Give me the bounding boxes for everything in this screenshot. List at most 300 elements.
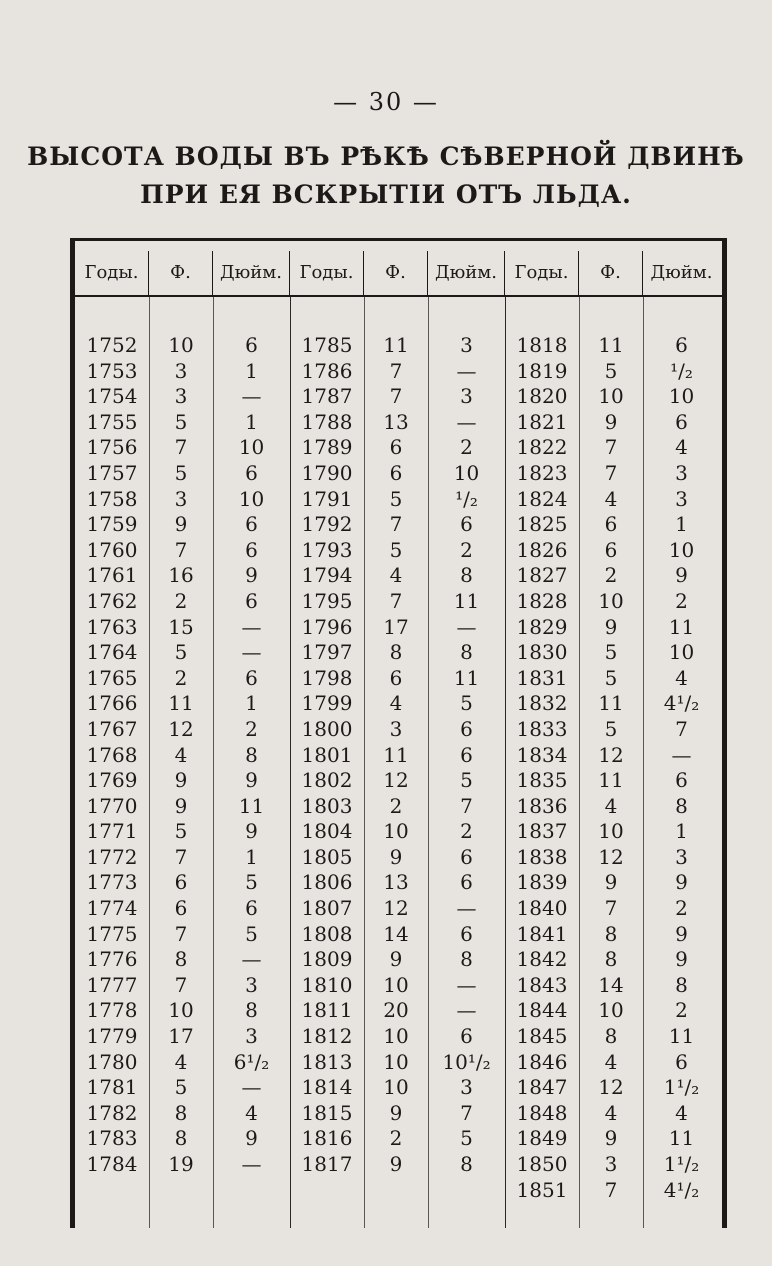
year-cell: 1794: [301, 563, 353, 588]
table-row: [505, 538, 720, 564]
table-row: [290, 1152, 505, 1178]
year-cell: 1766: [86, 691, 138, 716]
year-cell: 1801: [301, 742, 353, 767]
inches-cell: 6: [675, 768, 688, 793]
year-cell: 1808: [301, 921, 353, 946]
inches-cell: 6: [245, 537, 258, 562]
table-row: [290, 410, 505, 436]
inches-cell: 5: [245, 921, 258, 946]
feet-cell: 5: [174, 819, 188, 844]
feet-cell: 10: [598, 998, 624, 1023]
inches-cell: 9: [245, 563, 258, 588]
table-row: [75, 819, 290, 845]
table-row: [505, 743, 720, 769]
table-row: [75, 615, 290, 641]
table-row: [75, 461, 290, 487]
year-cell: 1842: [516, 947, 568, 972]
inches-cell: 2: [460, 537, 473, 562]
table-row: [505, 768, 720, 794]
inches-cell: 8: [460, 640, 473, 665]
table-row: [290, 1024, 505, 1050]
feet-cell: 3: [174, 358, 188, 383]
feet-cell: 5: [604, 358, 618, 383]
feet-cell: 4: [604, 486, 618, 511]
feet-cell: 14: [598, 972, 624, 997]
inches-cell: 3: [460, 384, 473, 409]
inches-cell: —: [456, 896, 477, 921]
table-title-line-2: ПРИ ЕЯ ВСКРЫТІИ ОТЪ ЛЬДА.: [140, 180, 632, 209]
feet-cell: 11: [598, 691, 624, 716]
column-group-1: [75, 333, 290, 1203]
feet-cell: 6: [389, 665, 403, 690]
year-cell: 1810: [301, 972, 353, 997]
year-cell: 1778: [86, 998, 138, 1023]
inches-cell: 6: [460, 921, 473, 946]
table-row: [505, 845, 720, 871]
feet-cell: 16: [168, 563, 194, 588]
feet-cell: 8: [604, 1024, 618, 1049]
year-cell: 1785: [301, 333, 353, 357]
inches-cell: 6: [460, 870, 473, 895]
feet-cell: 4: [389, 691, 403, 716]
feet-cell: 2: [174, 588, 188, 613]
inches-cell: 11: [238, 793, 265, 818]
table-row: [505, 922, 720, 948]
inches-cell: 6: [460, 844, 473, 869]
inches-cell: 10: [238, 435, 265, 460]
inches-cell: —: [456, 972, 477, 997]
year-cell: 1826: [516, 537, 568, 562]
inches-cell: 1: [245, 409, 258, 434]
inches-cell: 4: [245, 1100, 258, 1125]
feet-cell: 6: [389, 460, 403, 485]
table-row: [75, 973, 290, 999]
table-row: [290, 870, 505, 896]
feet-cell: 9: [604, 870, 618, 895]
table-row: [290, 589, 505, 615]
year-cell: 1833: [516, 716, 568, 741]
table-row: [75, 794, 290, 820]
year-cell: 1770: [86, 793, 138, 818]
year-cell: 1762: [86, 588, 138, 613]
table-row: [505, 947, 720, 973]
table-row: [290, 538, 505, 564]
table-row: [290, 973, 505, 999]
table-row: [290, 487, 505, 513]
year-cell: 1782: [86, 1100, 138, 1125]
column-group-2: [290, 333, 505, 1203]
table-row: [290, 768, 505, 794]
year-cell: 1797: [301, 640, 353, 665]
inches-cell: 9: [245, 819, 258, 844]
table-row: [75, 870, 290, 896]
inches-cell: 11: [668, 1024, 695, 1049]
year-cell: 1777: [86, 972, 138, 997]
year-cell: 1780: [86, 1049, 138, 1074]
inches-cell: 6: [675, 1049, 688, 1074]
year-cell: 1848: [516, 1100, 568, 1125]
inches-cell: 2: [460, 435, 473, 460]
year-cell: 1823: [516, 460, 568, 485]
feet-cell: 5: [174, 1075, 188, 1100]
table-row: [290, 998, 505, 1024]
inches-cell: 3: [460, 1075, 473, 1100]
table-row: [75, 512, 290, 538]
inches-cell: 2: [460, 819, 473, 844]
year-cell: 1764: [86, 640, 138, 665]
year-cell: 1788: [301, 409, 353, 434]
feet-cell: 3: [604, 1152, 618, 1176]
inches-cell: 9: [675, 947, 688, 972]
inches-cell: 6: [245, 588, 258, 613]
year-cell: 1844: [516, 998, 568, 1023]
inches-cell: 8: [460, 1152, 473, 1176]
year-cell: 1789: [301, 435, 353, 460]
feet-cell: 5: [174, 409, 188, 434]
feet-cell: 9: [604, 409, 618, 434]
year-cell: 1828: [516, 588, 568, 613]
year-cell: 1815: [301, 1100, 353, 1125]
inches-cell: 2: [675, 896, 688, 921]
inches-cell: 2: [245, 716, 258, 741]
feet-cell: 9: [389, 844, 403, 869]
table-body: [75, 333, 722, 1203]
header-inches-1: Дюйм.: [213, 251, 290, 295]
table-row: [505, 666, 720, 692]
feet-cell: 7: [389, 358, 403, 383]
feet-cell: 3: [174, 486, 188, 511]
year-cell: 1829: [516, 614, 568, 639]
feet-cell: 7: [174, 972, 188, 997]
feet-cell: 6: [389, 435, 403, 460]
year-cell: 1773: [86, 870, 138, 895]
header-years-1: Годы.: [75, 251, 149, 295]
inches-cell: —: [456, 614, 477, 639]
table-row: [505, 563, 720, 589]
table-row: [75, 538, 290, 564]
year-cell: 1821: [516, 409, 568, 434]
table-row: [505, 359, 720, 385]
table-row: [75, 384, 290, 410]
inches-cell: —: [456, 409, 477, 434]
year-cell: 1760: [86, 537, 138, 562]
table-header-row: [75, 251, 722, 297]
table-row: [75, 435, 290, 461]
year-cell: 1824: [516, 486, 568, 511]
feet-cell: 12: [383, 768, 409, 793]
year-cell: 1781: [86, 1075, 138, 1100]
year-cell: 1791: [301, 486, 353, 511]
inches-cell: 6¹/₂: [233, 1049, 270, 1074]
feet-cell: 13: [383, 870, 409, 895]
table-row: [75, 1050, 290, 1076]
table-row: [75, 563, 290, 589]
inches-cell: 8: [675, 793, 688, 818]
year-cell: 1769: [86, 768, 138, 793]
water-level-table: [70, 238, 727, 1228]
inches-cell: 5: [245, 870, 258, 895]
year-cell: 1835: [516, 768, 568, 793]
table-row: [505, 640, 720, 666]
header-feet-1: Ф.: [149, 251, 213, 295]
inches-cell: 11: [668, 614, 695, 639]
year-cell: 1836: [516, 793, 568, 818]
table-row: [75, 666, 290, 692]
year-cell: 1849: [516, 1126, 568, 1151]
year-cell: 1800: [301, 716, 353, 741]
inches-cell: 6: [460, 1024, 473, 1049]
feet-cell: 4: [604, 1049, 618, 1074]
year-cell: 1816: [301, 1126, 353, 1151]
inches-cell: 1: [675, 512, 688, 537]
feet-cell: 8: [174, 1100, 188, 1125]
year-cell: 1793: [301, 537, 353, 562]
inches-cell: —: [671, 742, 692, 767]
table-row: [290, 333, 505, 359]
table-row: [505, 615, 720, 641]
table-row: [290, 845, 505, 871]
table-row: [290, 359, 505, 385]
table-row: [75, 922, 290, 948]
feet-cell: 9: [389, 947, 403, 972]
table-row: [75, 896, 290, 922]
inches-cell: 5: [460, 768, 473, 793]
header-years-3: Годы.: [505, 251, 579, 295]
year-cell: 1831: [516, 665, 568, 690]
year-cell: 1803: [301, 793, 353, 818]
feet-cell: 6: [174, 870, 188, 895]
feet-cell: 11: [383, 742, 409, 767]
feet-cell: 7: [604, 435, 618, 460]
feet-cell: 2: [389, 1126, 403, 1151]
year-cell: 1799: [301, 691, 353, 716]
inches-cell: 6: [245, 665, 258, 690]
feet-cell: 10: [598, 819, 624, 844]
year-cell: 1839: [516, 870, 568, 895]
inches-cell: 5: [460, 1126, 473, 1151]
feet-cell: 12: [598, 1075, 624, 1100]
table-row: [505, 717, 720, 743]
feet-cell: 12: [598, 742, 624, 767]
year-cell: 1768: [86, 742, 138, 767]
table-row: [75, 589, 290, 615]
feet-cell: 4: [389, 563, 403, 588]
year-cell: 1820: [516, 384, 568, 409]
year-cell: 1838: [516, 844, 568, 869]
table-row: [75, 1101, 290, 1127]
inches-cell: —: [456, 998, 477, 1023]
year-cell: 1802: [301, 768, 353, 793]
year-cell: 1757: [86, 460, 138, 485]
feet-cell: 10: [598, 588, 624, 613]
inches-cell: 6: [245, 896, 258, 921]
inches-cell: —: [241, 947, 262, 972]
feet-cell: 10: [598, 384, 624, 409]
table-row: [290, 1126, 505, 1152]
feet-cell: 7: [604, 896, 618, 921]
feet-cell: 7: [389, 384, 403, 409]
year-cell: 1804: [301, 819, 353, 844]
year-cell: 1784: [86, 1152, 138, 1176]
inches-cell: 6: [460, 716, 473, 741]
year-cell: 1776: [86, 947, 138, 972]
feet-cell: 10: [383, 819, 409, 844]
inches-cell: 8: [245, 998, 258, 1023]
year-cell: 1779: [86, 1024, 138, 1049]
year-cell: 1825: [516, 512, 568, 537]
inches-cell: 2: [675, 588, 688, 613]
table-row: [75, 1075, 290, 1101]
year-cell: 1814: [301, 1075, 353, 1100]
feet-cell: 5: [389, 486, 403, 511]
feet-cell: 9: [389, 1100, 403, 1125]
feet-cell: 5: [389, 537, 403, 562]
year-cell: 1809: [301, 947, 353, 972]
table-row: [505, 512, 720, 538]
table-row: [290, 743, 505, 769]
table-row: [75, 333, 290, 359]
table-row: [505, 589, 720, 615]
feet-cell: 8: [174, 947, 188, 972]
table-row: [290, 563, 505, 589]
year-cell: 1822: [516, 435, 568, 460]
inches-cell: 6: [245, 512, 258, 537]
inches-cell: 3: [675, 844, 688, 869]
table-row: [75, 691, 290, 717]
table-row: [290, 922, 505, 948]
table-row: [75, 998, 290, 1024]
feet-cell: 6: [604, 537, 618, 562]
year-cell: 1754: [86, 384, 138, 409]
inches-cell: —: [241, 614, 262, 639]
table-row: [505, 435, 720, 461]
header-inches-3: Дюйм.: [650, 262, 713, 283]
year-cell: 1819: [516, 358, 568, 383]
feet-cell: 8: [604, 947, 618, 972]
inches-cell: 6: [675, 409, 688, 434]
inches-cell: —: [241, 384, 262, 409]
feet-cell: 10: [168, 998, 194, 1023]
table-row: [290, 819, 505, 845]
table-row: [290, 1101, 505, 1127]
year-cell: 1827: [516, 563, 568, 588]
table-row: [75, 947, 290, 973]
inches-cell: 11: [453, 588, 480, 613]
feet-cell: 4: [174, 1049, 188, 1074]
year-cell: 1806: [301, 870, 353, 895]
year-cell: 1792: [301, 512, 353, 537]
table-row: [505, 1024, 720, 1050]
year-cell: 1774: [86, 896, 138, 921]
table-row: [75, 768, 290, 794]
table-row: [75, 640, 290, 666]
feet-cell: 9: [174, 793, 188, 818]
inches-cell: 9: [675, 563, 688, 588]
feet-cell: 15: [168, 614, 194, 639]
inches-cell: 6: [460, 512, 473, 537]
feet-cell: 9: [174, 768, 188, 793]
feet-cell: 17: [383, 614, 409, 639]
feet-cell: 10: [383, 1075, 409, 1100]
feet-cell: 12: [598, 844, 624, 869]
table-row: [75, 717, 290, 743]
table-row: [290, 691, 505, 717]
header-feet-2: Ф.: [364, 251, 428, 295]
column-group-3: [505, 333, 720, 1203]
table-row: [290, 1075, 505, 1101]
inches-cell: 9: [245, 768, 258, 793]
feet-cell: 3: [174, 384, 188, 409]
inches-cell: 9: [245, 1126, 258, 1151]
inches-cell: ¹/₂: [670, 358, 693, 383]
feet-cell: 14: [383, 921, 409, 946]
year-cell: 1758: [86, 486, 138, 511]
inches-cell: 10: [238, 486, 265, 511]
table-row: [505, 1126, 720, 1152]
feet-cell: 7: [604, 460, 618, 485]
header-years-2: Годы.: [290, 251, 364, 295]
inches-cell: 10¹/₂: [442, 1049, 491, 1074]
page-number: — 30 —: [333, 88, 439, 116]
year-cell: 1850: [516, 1152, 568, 1176]
table-row: [290, 717, 505, 743]
year-cell: 1830: [516, 640, 568, 665]
feet-cell: 8: [604, 921, 618, 946]
table-row: [505, 1152, 720, 1178]
table-row: [505, 410, 720, 436]
inches-cell: 11: [668, 1126, 695, 1151]
year-cell: 1834: [516, 742, 568, 767]
feet-cell: 9: [604, 1126, 618, 1151]
table-row: [505, 384, 720, 410]
header-inches-2: Дюйм.: [428, 251, 505, 295]
feet-cell: 7: [174, 921, 188, 946]
table-row: [505, 461, 720, 487]
year-cell: 1813: [301, 1049, 353, 1074]
feet-cell: 7: [389, 512, 403, 537]
feet-cell: 8: [389, 640, 403, 665]
year-cell: 1796: [301, 614, 353, 639]
year-cell: 1763: [86, 614, 138, 639]
feet-cell: 10: [383, 1024, 409, 1049]
year-cell: 1756: [86, 435, 138, 460]
feet-cell: 6: [604, 512, 618, 537]
table-row: [290, 1050, 505, 1076]
inches-cell: 2: [675, 998, 688, 1023]
year-cell: 1771: [86, 819, 138, 844]
year-cell: 1767: [86, 716, 138, 741]
feet-cell: 7: [174, 537, 188, 562]
inches-cell: 3: [675, 486, 688, 511]
year-cell: 1759: [86, 512, 138, 537]
inches-cell: 6: [460, 742, 473, 767]
inches-cell: 8: [675, 972, 688, 997]
inches-cell: —: [241, 640, 262, 665]
inches-cell: —: [241, 1152, 262, 1176]
inches-cell: 8: [460, 563, 473, 588]
table-row: [75, 845, 290, 871]
feet-cell: 9: [389, 1152, 403, 1176]
table-row: [505, 487, 720, 513]
year-cell: 1805: [301, 844, 353, 869]
inches-cell: 3: [245, 1024, 258, 1049]
year-cell: 1843: [516, 972, 568, 997]
inches-cell: 6: [245, 460, 258, 485]
year-cell: 1841: [516, 921, 568, 946]
feet-cell: 3: [389, 716, 403, 741]
feet-cell: 2: [389, 793, 403, 818]
inches-cell: 7: [460, 793, 473, 818]
